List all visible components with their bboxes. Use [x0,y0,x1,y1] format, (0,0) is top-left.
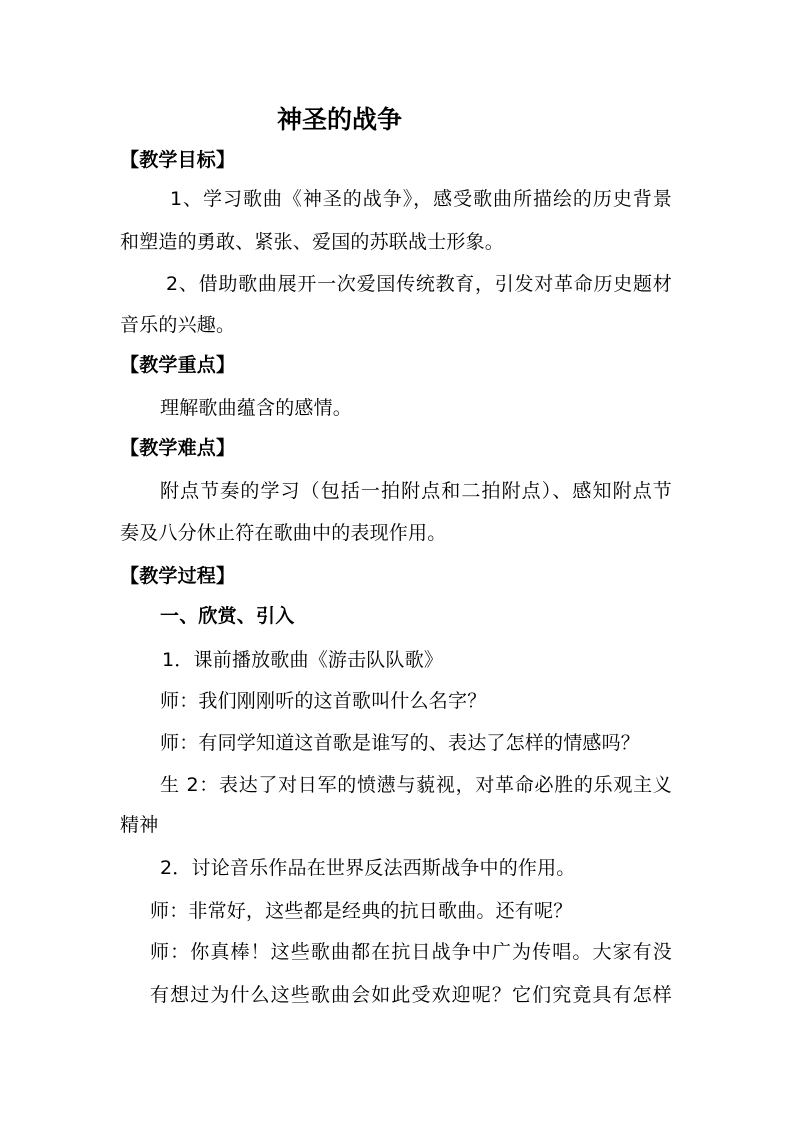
objective-2-line-2: 音乐的兴趣。 [120,314,236,336]
process-step-2: 2．讨论音乐作品在世界反法西斯战争中的作用。 [160,857,576,879]
difficulties-line-2: 奏及八分休止符在歌曲中的表现作用。 [120,522,447,544]
teacher-line-1: 师：我们刚刚听的这首歌叫什么名字？ [160,690,487,712]
teacher-line-4-continued: 有想过为什么这些歌曲会如此受欢迎呢？它们究竟具有怎样 [150,984,672,1006]
process-section-1: 一、欣赏、引入 [160,605,295,627]
process-heading: 【教学过程】 [120,565,236,587]
objective-2-line-1: 2、借助歌曲展开一次爱国传统教育，引发对革命历史题材 [166,273,672,295]
key-points-heading: 【教学重点】 [120,354,236,376]
teacher-line-4: 师：你真棒！这些歌曲都在抗日战争中广为传唱。大家有没 [150,941,672,963]
difficulties-heading: 【教学难点】 [120,437,236,459]
teacher-line-2: 师：有同学知道这首歌是谁写的、表达了怎样的情感吗？ [160,732,641,754]
objectives-heading: 【教学目标】 [120,149,236,171]
difficulties-line-1: 附点节奏的学习（包括一拍附点和二拍附点）、感知附点节 [160,480,672,502]
student-2-line-1: 生 2：表达了对日军的愤懑与藐视，对革命必胜的乐观主义 [160,774,672,796]
student-2-line-2: 精神 [120,814,159,836]
key-points-text: 理解歌曲蕴含的感情。 [160,397,353,419]
objective-1-line-2: 和塑造的勇敢、紧张、爱国的苏联战士形象。 [120,231,505,253]
teacher-line-3: 师：非常好，这些都是经典的抗日歌曲。还有呢？ [150,900,573,922]
objective-1-line-1: 1、学习歌曲《神圣的战争》，感受歌曲所描绘的历史背景 [170,188,672,210]
document-title: 神圣的战争 [277,105,403,134]
process-step-1: 1．课前播放歌曲《游击队队歌》 [162,649,444,671]
